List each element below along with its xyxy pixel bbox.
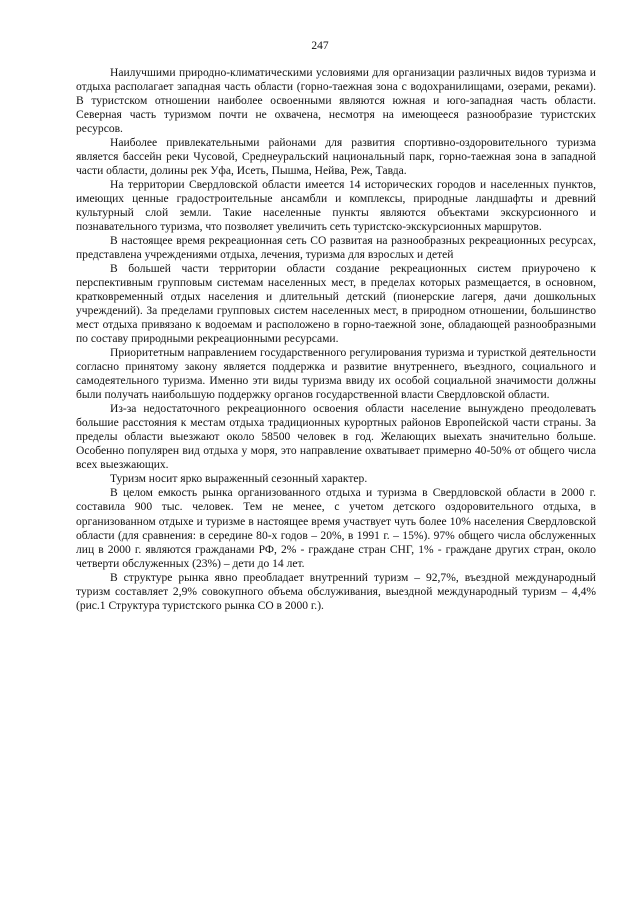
- paragraph-9: В целом емкость рынка организованного отдыха и туризма в Свердловской области в 2000 г. составила 900 тыс. человек. Тем не менее, с учетом детского оздоровительного отдыха, в организованном отдыхе и туризме в настоящее время участвует чуть более 10% населения Свердловской области (для сравнения: в середине 80-х годов – 20%, в 1991 г. – 15%). 97% общего числа обслуженных лиц в 2000 г. являются гражданами РФ, 2% - граждане стран СНГ, 1% - граждане других стран, около четверти обслуженных (23%) – дети до 14 лет.: [76, 487, 596, 570]
- document-body: [76, 66, 596, 613]
- paragraph-10: В структуре рынка явно преобладает внутренний туризм – 92,7%, въездной международный туризм составляет 2,9% совокупного объема обслуживания, выездной международный туризм – 4,4% (рис.1 Структура туристского рынка СО в 2000 г.).: [76, 571, 596, 612]
- paragraph-6: Приоритетным направлением государственного регулирования туризма и туристкой деятельности согласно принятому закону является поддержка и развитие внутреннего, въездного, социального и самодеятельного туризма. Именно эти виды туризма ввиду их особой социальной значимости должны были получать наибольшую поддержку органов государственной власти Свердловской области.: [76, 347, 596, 402]
- paragraph-1: Наилучшими природно-климатическими условиями для организации различных видов туризма и отдыха располагает западная часть области (горно-таежная зона с водохранилищами, озерами, реками). В туристском отношении наиболее освоенными являются южная и юго-западная часть области. Северная часть туризмом почти не охвачена, несмотря на имеющееся разнообразие туристских ресурсов.: [76, 67, 596, 136]
- paragraph-4: В настоящее время рекреационная сеть СО развитая на разнообразных рекреационных ресурсах, представлена учреждениями отдыха, лечения, туризма для взрослых и детей: [76, 235, 596, 262]
- paragraph-8: Туризм носит ярко выраженный сезонный характер.: [110, 473, 368, 486]
- paragraph-5: В большей части территории области создание рекреационных систем приурочено к перспективным групповым системам населенных мест, в пределах которых размещается, в основном, кратковременный отдых населения и длительный детский (пионерские лагеря, дачи дошкольных учреждений). За пределами групповых систем населенных мест, в природном отношении, большинство мест отдыха привязано к водоемам и расположено в горно-таежной зоне, обладающей разнообразными по составу природными рекреационными ресурсами.: [76, 263, 596, 346]
- paragraph-3: На территории Свердловской области имеется 14 исторических городов и населенных пунктов, имеющих ценные градостроительные ансамбли и комплексы, природные ландшафты и древний культурный слой земли. Такие населенные пункты являются объектами экскурсионного и познавательного туризма, что позволяет увеличить сеть туристско-экскурсионных маршрутов.: [76, 179, 596, 234]
- paragraph-2: Наиболее привлекательными районами для развития спортивно-оздоровительного туризма является бассейн реки Чусовой, Среднеуральский национальный парк, горно-таежная зона в западной части области, долины рек Уфа, Исеть, Пышма, Нейва, Реж, Тавда.: [76, 137, 596, 178]
- page-number: 247: [311, 40, 329, 52]
- paragraph-7: Из-за недостаточного рекреационного освоения области население вынуждено преодолевать большие расстояния к местам отдыха традиционных курортных районов Европейской части страны. За пределы области выезжают около 58500 человек в год. Желающих выехать значительно больше. Особенно популярен вид отдыха у моря, это направление охватывает примерно 40-50% от общего числа всех выезжающих.: [76, 403, 596, 472]
